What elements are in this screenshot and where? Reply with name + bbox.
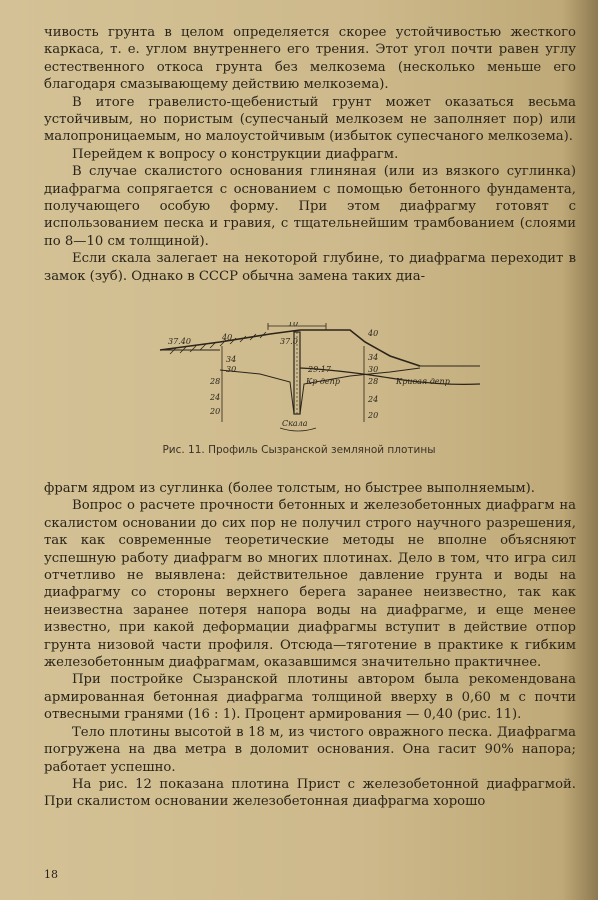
label-left-30: 30: [226, 365, 237, 374]
paragraph: На рис. 12 показана плотина Прист с железобетонной диафрагмой. При скалистом основании железобетонная диафрагма хорошо: [44, 776, 576, 810]
paragraph: Тело плотины высотой в 18 м, из чистого овражного песка. Диафрагма погружена на два метра в доломит основания. Она гасит 90% напора; работает успешно.: [44, 724, 576, 775]
label-mid: 29.17: [308, 365, 331, 374]
label-right-34: 34: [368, 353, 379, 362]
paragraph: В итоге гравелисто-щебенистый грунт может оказаться весьма устойчивым, но пористым (супесчаный мелкозем не заполняет пор) или малопроницаемым, но малоустойчивым (избыток супесчаного мелкозема).: [44, 94, 576, 145]
paragraph: Если скала залегает на некоторой глубине, то диафрагма переходит в замок (зуб). Однако в СССР обычна замена таких диа-: [44, 251, 576, 284]
foundation-line: [220, 368, 420, 414]
paragraph: В случае скалистого основания глиняная (или из вязкого суглинка) диафрагма сопрягается с основанием с помощью бетонного фундамента, получающего особую форму. При этом диафрагму готовят с использованием песка и гравия, с тщательнейшим трамбованием (слоями по 8—10 см толщиной).: [44, 164, 576, 249]
label-right-24: 24: [368, 395, 379, 404]
label-right-top: 40: [368, 329, 379, 338]
dam-profile-figure: [150, 322, 590, 442]
label-left-34: 34: [226, 355, 237, 364]
dam-upstream-slope: [160, 330, 420, 366]
page-number: 18: [44, 868, 58, 881]
label-krivaya-depr: Кривая депр: [396, 377, 450, 386]
label-left-28: 28: [210, 377, 221, 386]
text-block-bottom: [44, 480, 576, 811]
label-left-crest: 37.40: [168, 337, 191, 346]
label-left-20: 20: [210, 407, 221, 416]
dam-profile-drawing: [150, 322, 590, 442]
paragraph: фрагм ядром из суглинка (более толстым, но быстрее выполняемым).: [44, 481, 535, 496]
text-block-top: [44, 24, 576, 285]
figure-caption: Рис. 11. Профиль Сызранской земляной плотины: [162, 444, 436, 456]
paragraph: Перейдем к вопросу о конструкции диафрагм.: [72, 146, 399, 162]
label-right-30: 30: [368, 365, 379, 374]
paragraph: Вопрос о расчете прочности бетонных и железобетонных диафрагм на скалистом основании до сих пор не получил строго научного разрешения, так как современные теоретические методы не вполне объясняют успешную работу диафрагм во многих плотинах. Дело в том, что игра сил отчетливо не выявлена: действительное давление грунта и воды на диафрагму со стороны верхнего берега заранее неизвестно, так как неизвестна заранее потеря напора воды на диафрагме, и еще менее известно, при какой деформации диафрагмы вступит в действие отпор грунта низовой части профиля. Отсюда—тяготение в практике к гибким железобетонным диафрагмам, оказавшимся значительно практичнее.: [44, 498, 576, 671]
label-right-20: 20: [368, 411, 379, 420]
label-right-28: 28: [368, 377, 379, 386]
label-left-24: 24: [210, 393, 221, 402]
label-center: 37.0: [280, 337, 298, 346]
label-skala: Скала: [282, 419, 308, 428]
label-kr-depr: Кр депр: [306, 377, 340, 386]
paragraph: При постройке Сызранской плотины автором была рекомендована армированная бетонная диафрагма толщиной вверху в 0,60 м с почти отвесными гранями (16 : 1). Процент армирования — 0,40 (рис. 11).: [44, 672, 576, 723]
paragraph: чивость грунта в целом определяется скорее устойчивостью жесткого каркаса, т. е. углом внутреннего его трения. Этот угол почти равен углу естественного откоса грунта без мелкозема (несколько меньше его благодаря смазывающему действию мелкозема).: [44, 25, 576, 93]
label-left-top: 40: [222, 333, 233, 342]
label-top-width: 10: [288, 322, 299, 328]
